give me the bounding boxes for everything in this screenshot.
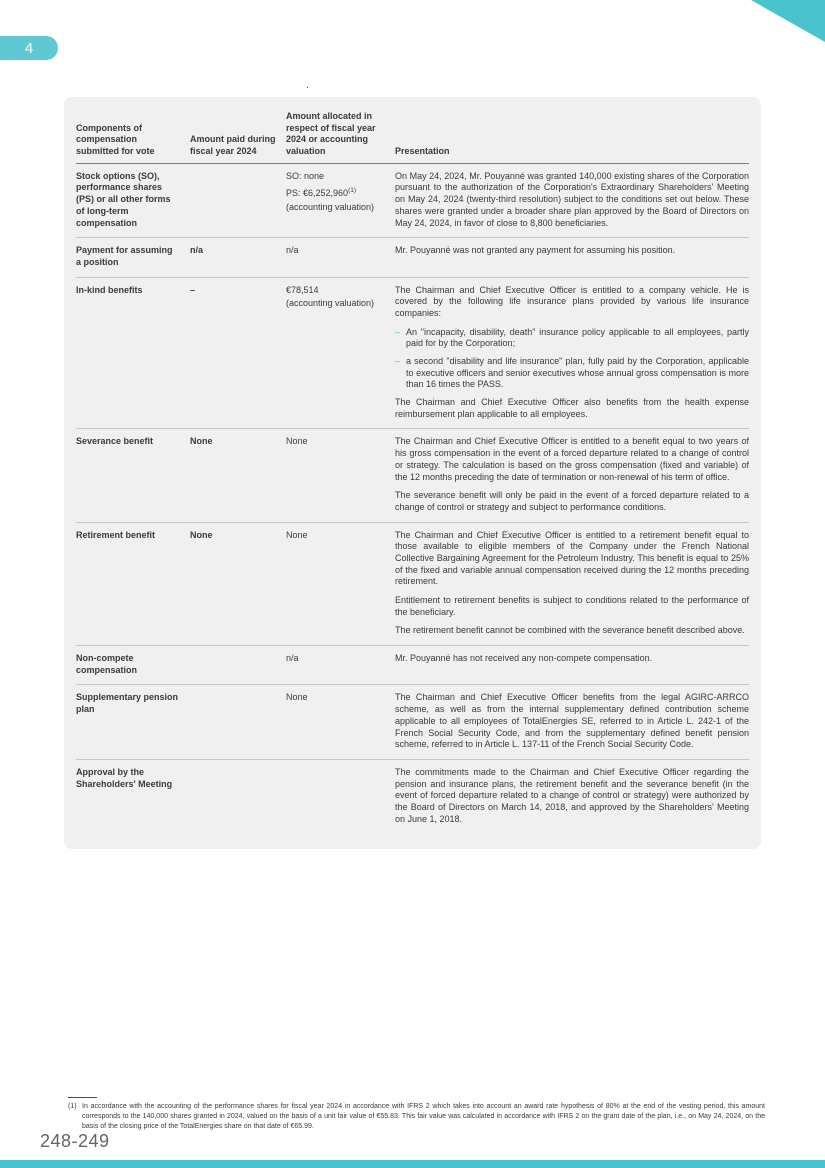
presentation-paragraph: Mr. Pouyanné has not received any non-compete compensation. [395, 653, 653, 664]
presentation-paragraph: The Chairman and Chief Executive Officer also benefits from the health expense reimbursement plan applicable to all employees. [395, 397, 749, 419]
cell-amount-allocated [286, 530, 385, 638]
table-header-row [76, 109, 749, 164]
cell-amount-paid [190, 767, 276, 825]
table-row [76, 523, 749, 647]
bullet-text: An "incapacity, disability, death" insurance policy applicable to all employees, partly paid for by the Corporation; [406, 326, 749, 349]
presentation-paragraph: The commitments made to the Chairman and Chief Executive Officer regarding the pension and insurance plans, the retirement benefit and the severance benefit (in the event of forced departure related to a change of control or strategy) were authorized by the Board of Directors on March 14, 2018, and approved by the Shareholders' Meeting on June 1, 2018. [395, 766, 749, 824]
cell-amount-paid: – [190, 284, 196, 295]
amount-line: None [286, 529, 308, 540]
footnote-rule [68, 1097, 97, 1098]
amount-line: (accounting valuation) [286, 298, 375, 309]
corner-triangle-decoration [751, 0, 825, 42]
cell-presentation [395, 653, 749, 676]
presentation-paragraph: The Chairman and Chief Executive Officer is entitled to a benefit equal to two years of his gross compensation in the event of a forced departure related to a change of control or strategy. The calculation is based on the gross compensation (fixed and variable) of the 12 months preceding the date of termination or non-renewal of his term of office. [395, 436, 749, 482]
cell-presentation [395, 171, 749, 229]
amount-line: None [286, 692, 308, 703]
footnote-reference: (1) [348, 187, 357, 195]
bullet-item [395, 356, 749, 391]
cell-component: Severance benefit [76, 436, 154, 447]
presentation-paragraph: The retirement benefit cannot be combined with the severance benefit described above. [395, 625, 745, 636]
cell-amount-allocated [286, 245, 385, 268]
amount-line: (accounting valuation) [286, 202, 375, 213]
amount-line: €78,514 [286, 284, 319, 295]
amount-line: PS: €6,252,960$^{(1)}$ [286, 187, 357, 199]
footnote-marker: (1) [68, 1103, 77, 1110]
cell-presentation [395, 245, 749, 268]
presentation-paragraph: The Chairman and Chief Executive Officer is entitled to a retirement benefit equal to those available to eligible members of the Company under the French National Collective Bargaining Agreement for the Petroleum Industry. This benefit is equal to 25% of the fixed and variable annual compensation received during the 12 months preceding retirement. [395, 529, 749, 587]
bullet-dash-icon: – [395, 356, 401, 366]
cell-amount-allocated [286, 767, 385, 825]
presentation-paragraph: The Chairman and Chief Executive Officer is entitled to a company vehicle. He is covered by the following life insurance plans provided by various life insurance companies: [395, 284, 749, 318]
cell-component: Stock options (SO), performance shares (PS) or all other forms of long-term compensation [76, 170, 171, 228]
presentation-paragraph: The Chairman and Chief Executive Officer benefits from the legal AGIRC-ARRCO scheme, as well as from the internal supplementary defined contribution scheme applicable to all employees of TotalEnergies SE, referred to in Article L. 242-1 of the French Social Security Code, and from the supplementary defined benefit pension scheme, referred to in Article L. 137-11 of the French Social Security Code. [395, 692, 749, 750]
cell-presentation [395, 692, 749, 750]
cell-amount-paid: None [190, 529, 213, 540]
cell-component: Approval by the Shareholders' Meeting [76, 766, 173, 789]
header-components: Components of compensation submitted for vote [76, 122, 155, 157]
table-row [76, 278, 749, 430]
presentation-paragraph: Mr. Pouyanné was not granted any payment for assuming his position. [395, 245, 676, 256]
amount-line: None [286, 436, 308, 447]
cell-component: Payment for assuming a position [76, 245, 173, 267]
cell-presentation [395, 285, 749, 421]
footnote-text: In accordance with the accounting of the performance shares for fiscal year 2024 in accordance with IFRS 2 which takes into account an award rate hypothesis of 80% at the end of the vesting period, this amount corresponds to the 140,000 shares granted in 2024, valued on the basis of a unit fair value of €55.83. This fair value was calculated in accordance with IFRS 2 on the grant date of the plan, i.e., on May 24, 2024, on the basis of the closing price of the TotalEnergies share on that date of €65.99. [82, 1103, 765, 1131]
amount-line: n/a [286, 653, 299, 664]
amount-line: SO: none [286, 170, 325, 181]
header-amount-allocated: Amount allocated in respect of fiscal year 2024 or accounting valuation [286, 111, 376, 157]
cell-amount-paid: n/a [190, 245, 204, 256]
table-row [76, 646, 749, 685]
table-body [76, 164, 749, 834]
cell-presentation [395, 767, 749, 825]
chapter-number: 4 [24, 39, 34, 57]
page-number: 248-249 [40, 1131, 110, 1151]
cell-amount-allocated [286, 171, 385, 229]
header-presentation: Presentation [395, 146, 450, 157]
cell-amount-paid [190, 692, 276, 750]
bullet-item [395, 327, 749, 350]
table-row [76, 429, 749, 522]
footnote [68, 1102, 765, 1132]
cell-amount-allocated [286, 692, 385, 750]
cell-amount-paid [190, 653, 276, 676]
footnote-area [68, 1097, 765, 1132]
cell-amount-paid [190, 171, 276, 229]
chapter-tab [0, 36, 58, 60]
table-row [76, 164, 749, 238]
cell-amount-allocated [286, 285, 385, 421]
amount-line: n/a [286, 245, 299, 256]
cell-presentation [395, 436, 749, 513]
stray-dot: . [306, 80, 309, 91]
header-amount-paid: Amount paid during fiscal year 2024 [190, 134, 276, 157]
cell-component: Non-compete compensation [76, 653, 138, 675]
table-row [76, 760, 749, 833]
cell-amount-paid: None [190, 436, 213, 447]
cell-amount-allocated [286, 653, 385, 676]
bottom-bar-decoration [0, 1160, 825, 1168]
compensation-table [64, 97, 761, 849]
table-row [76, 238, 749, 277]
cell-component: Retirement benefit [76, 529, 156, 540]
table-row [76, 685, 749, 759]
cell-component: In-kind benefits [76, 284, 143, 295]
cell-presentation [395, 530, 749, 638]
presentation-paragraph: Entitlement to retirement benefits is subject to conditions related to the performance of the beneficiary. [395, 595, 749, 617]
presentation-paragraph: The severance benefit will only be paid in the event of a forced departure related to a change of control or strategy and subject to performance conditions. [395, 490, 749, 512]
cell-amount-allocated [286, 436, 385, 513]
bullet-text: a second "disability and life insurance" plan, fully paid by the Corporation, applicable to executive officers and senior executives whose annual gross compensation is more than 16 times the PASS. [406, 356, 749, 390]
bullet-dash-icon: – [395, 326, 401, 337]
presentation-paragraph: On May 24, 2024, Mr. Pouyanné was granted 140,000 existing shares of the Corporation pursuant to the authorization of the Corporation's Extraordinary Shareholders' Meeting on May 24, 2024 (twenty-third resolution) subject to the conditions set out below. These shares were granted under a broader share plan approved by the Board of Directors on May 24, 2024, in favor of close to 8,800 beneficiaries. [395, 170, 749, 228]
cell-component: Supplementary pension plan [76, 692, 179, 715]
